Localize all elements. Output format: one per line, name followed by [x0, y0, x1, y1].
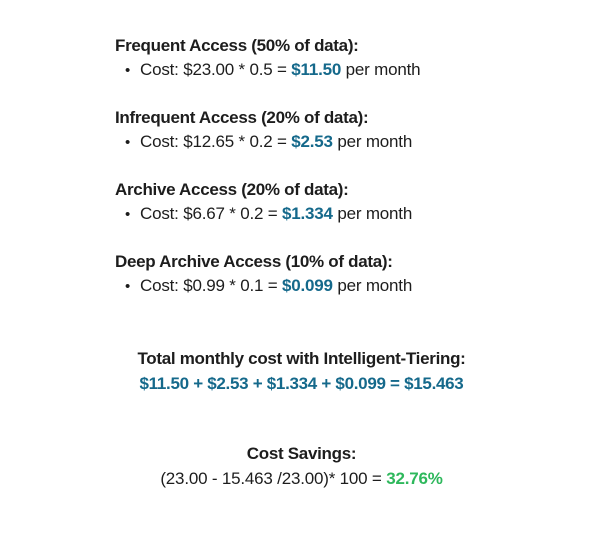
total-cost-heading: Total monthly cost with Intelligent-Tiering:: [137, 349, 466, 368]
bullet-icon: •: [125, 206, 131, 223]
bullet-icon: •: [125, 62, 131, 79]
tier-heading: Deep Archive Access (10% of data):: [115, 252, 393, 271]
tier-cost-item: [115, 130, 603, 155]
cost-savings-formula: [0, 466, 603, 491]
tier-heading: Infrequent Access (20% of data):: [115, 108, 369, 127]
cost-equation-suffix: per month: [332, 276, 413, 295]
tier-cost-text: [140, 274, 412, 298]
tier-cost-text: [140, 202, 412, 226]
savings-result-value: 32.76%: [386, 469, 443, 488]
cost-savings-heading: Cost Savings:: [246, 444, 357, 463]
savings-formula-prefix: (23.00 - 15.463 /23.00)* 100 =: [160, 469, 387, 488]
tier-heading: Frequent Access (50% of data):: [115, 36, 359, 55]
cost-equation-prefix: Cost: $6.67 * 0.2 =: [140, 204, 283, 223]
total-cost-block: [0, 346, 603, 396]
cost-equation-suffix: per month: [341, 60, 421, 79]
tier-cost-text: [140, 130, 412, 154]
cost-equation-prefix: Cost: $23.00 * 0.5 =: [140, 60, 292, 79]
cost-equation-prefix: Cost: $12.65 * 0.2 =: [140, 132, 292, 151]
cost-equation-prefix: Cost: $0.99 * 0.1 =: [140, 276, 283, 295]
tier-cost-item: [115, 202, 603, 227]
cost-equation-suffix: per month: [332, 132, 413, 151]
tier-section-archive-access: [115, 178, 603, 227]
tier-section-frequent-access: [115, 34, 603, 83]
cost-equation-suffix: per month: [332, 204, 413, 223]
total-cost-equation: $11.50 + $2.53 + $1.334 + $0.099 = $15.463: [139, 374, 464, 393]
cost-result-value: $2.53: [291, 132, 333, 151]
tier-section-infrequent-access: [115, 106, 603, 155]
tier-cost-item: [115, 58, 603, 83]
tier-cost-text: [140, 58, 420, 82]
cost-savings-block: [0, 441, 603, 491]
bullet-icon: •: [125, 134, 131, 151]
tier-heading: Archive Access (20% of data):: [115, 180, 349, 199]
bullet-icon: •: [125, 278, 131, 295]
cost-result-value: $0.099: [282, 276, 333, 295]
cost-result-value: $1.334: [282, 204, 333, 223]
tier-cost-item: [115, 274, 603, 299]
cost-result-value: $11.50: [291, 60, 342, 79]
tier-section-deep-archive-access: [115, 250, 603, 299]
